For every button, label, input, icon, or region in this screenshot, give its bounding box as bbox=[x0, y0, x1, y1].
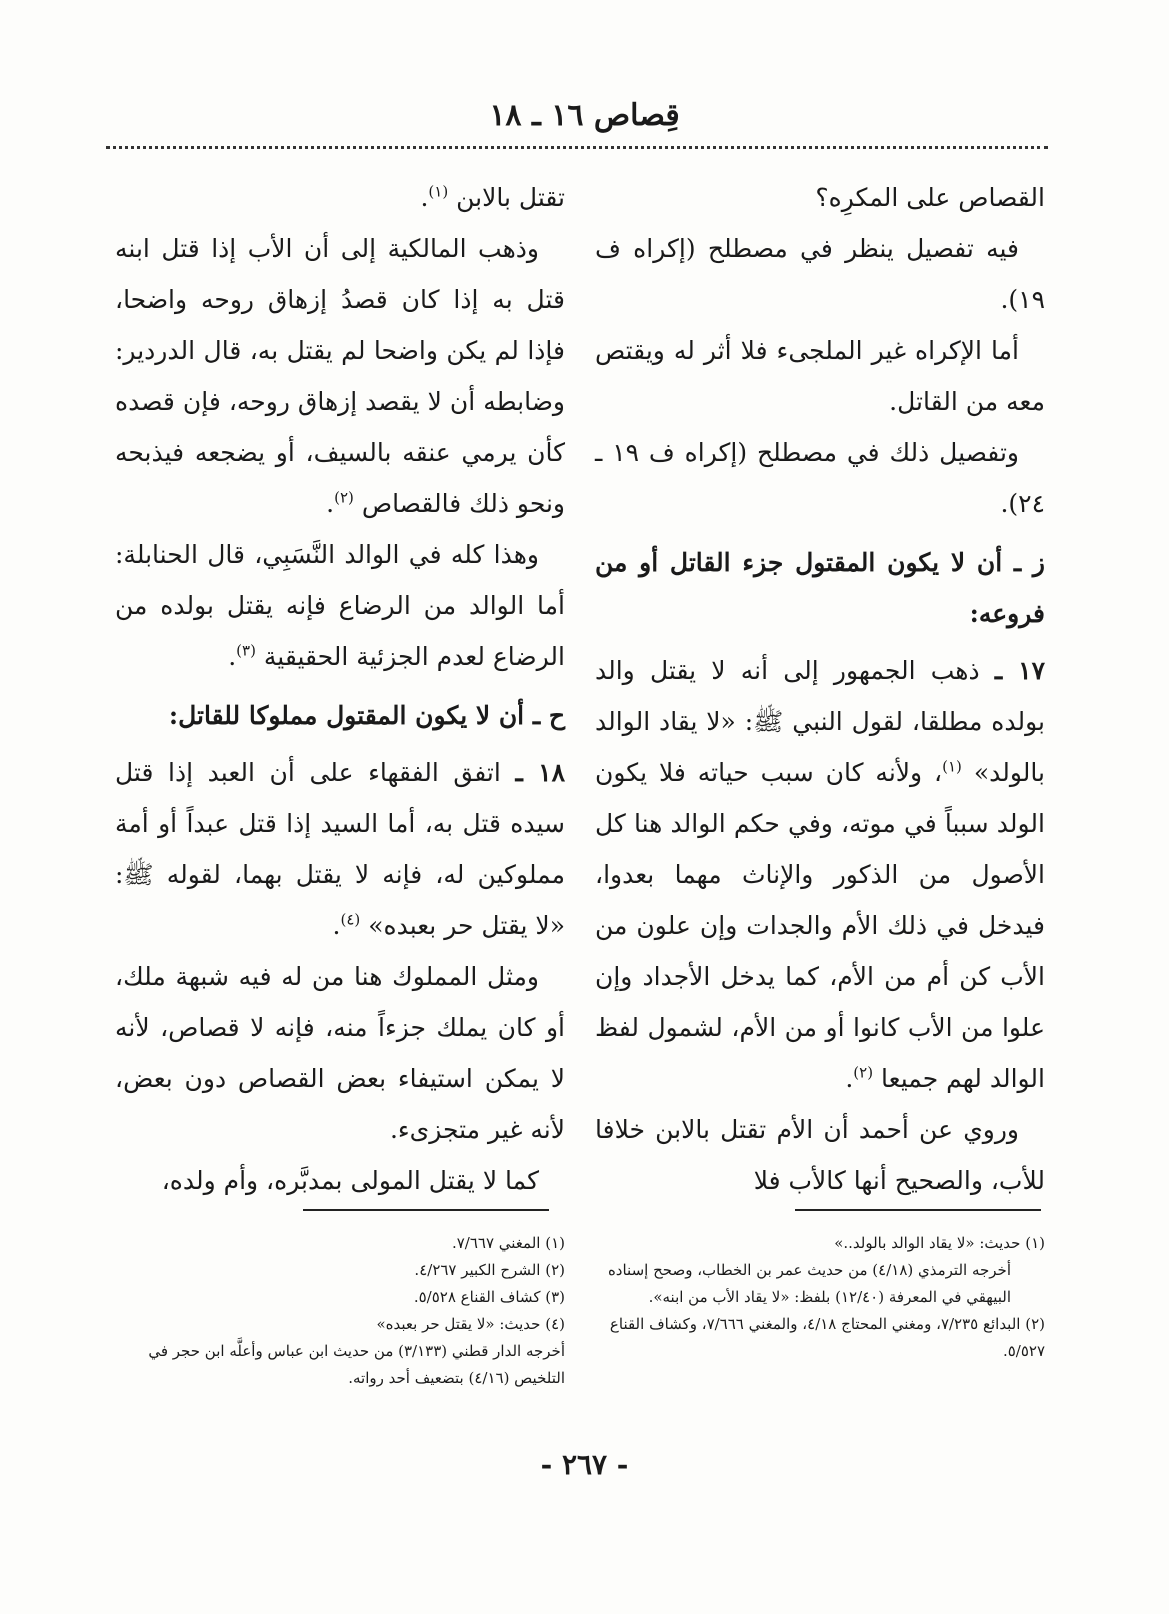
footnote-continuation: أخرجه الترمذي (٤/١٨) من حديث عمر بن الخطاب، وصحح إسناده البيهقي في المعرفة (١٢/٤٠) بلفظ: «لا يقاد الأب من ابنه». bbox=[607, 1261, 1011, 1306]
paragraph-text: ذهب الجمهور إلى أنه لا يقتل والد بولده مطلقا، لقول النبي ﷺ: «لا يقاد الوالد بالولد» bbox=[595, 656, 1045, 787]
page-title: قِصاص ١٦ ـ ١٨ bbox=[489, 98, 680, 133]
paragraph-text: اتفق الفقهاء على أن العبد إذا قتل سيده قتل به، أما السيد إذا قتل عبداً أو أمة مملوكين له، فإنه لا يقتل بهما، لقوله ﷺ: «لا يقتل حر بعبده» bbox=[115, 758, 565, 940]
paragraph-text: . bbox=[326, 489, 335, 518]
paragraph-text: . bbox=[228, 642, 237, 671]
footnote-ref: (٤) bbox=[340, 910, 361, 929]
footnote-ref: (٢) bbox=[853, 1063, 874, 1082]
paragraph: وروي عن أحمد أن الأم تقتل بالابن خلافا للأب، والصحيح أنها كالأب فلا bbox=[595, 1115, 1045, 1195]
page-number: - ٢٦٧ - bbox=[540, 1448, 629, 1481]
footnote-continuation: أخرجه الدار قطني (٣/١٣٣) من حديث ابن عباس وأعلَّه ابن حجر في التلخيص (٤/١٦) بتضعيف أحد رواته. bbox=[148, 1342, 565, 1387]
paragraph: وتفصيل ذلك في مصطلح (إكراه ف ١٩ ـ ٢٤). bbox=[595, 438, 1045, 518]
paragraph-text: . bbox=[845, 1064, 854, 1093]
footnote-divider bbox=[795, 1209, 1041, 1211]
paragraph: أما الإكراه غير الملجىء فلا أثر له ويقتص معه من القاتل. bbox=[595, 336, 1045, 416]
footnote-ref: (١) bbox=[428, 182, 449, 201]
paragraph-text: . bbox=[332, 911, 341, 940]
paragraph-number: ١٨ ـ bbox=[515, 758, 565, 787]
footnote: (٤) حديث: «لا يقتل حر بعبده» bbox=[376, 1315, 565, 1333]
footnote: (٣) كشاف القناع ٥/٥٢٨. bbox=[413, 1288, 565, 1306]
paragraph: ومثل المملوك هنا من له فيه شبهة ملك، أو كان يملك جزءاً منه، فإنه لا قصاص، لأنه لا يمكن استيفاء بعض القصاص دون بعض، لأنه غير متجزىء. bbox=[115, 962, 565, 1144]
footnote-ref: (١) bbox=[942, 757, 962, 776]
footnote: (٢) البدائع ٧/٢٣٥، ومغني المحتاج ٤/١٨، والمغني ٧/٦٦٦، وكشاف القناع ٥/٥٢٧. bbox=[609, 1315, 1045, 1360]
paragraph bbox=[115, 529, 565, 682]
footnote: (١) المغني ٧/٦٦٧. bbox=[451, 1234, 565, 1252]
paragraph-18 bbox=[115, 747, 565, 951]
footnote-divider bbox=[303, 1209, 549, 1211]
paragraph: كما لا يقتل المولى بمدبَّره، وأم ولده، bbox=[161, 1166, 539, 1195]
footnote: (٢) الشرح الكبير ٤/٢٦٧. bbox=[414, 1261, 565, 1279]
paragraph-text: تقتل بالابن bbox=[456, 183, 565, 212]
title-divider bbox=[106, 146, 1048, 149]
paragraph-question: القصاص على المكرِه؟ bbox=[815, 183, 1045, 212]
footnotes-left bbox=[115, 1230, 565, 1392]
footnote-ref: (٣) bbox=[236, 641, 256, 660]
section-heading-h: ح ـ أن لا يكون المقتول مملوكا للقاتل: bbox=[168, 701, 565, 730]
footnote-ref: (٢) bbox=[334, 488, 354, 507]
footnotes-right bbox=[595, 1230, 1045, 1365]
paragraph-17 bbox=[595, 645, 1045, 1104]
paragraph-text: وهذا كله في الوالد النَّسَبِي، قال الحنابلة: أما الوالد من الرضاع فإنه يقتل بولده من الرضاع لعدم الجزئية الحقيقية bbox=[115, 540, 565, 671]
paragraph-text: وذهب المالكية إلى أن الأب إذا قتل ابنه قتل به إذا كان قصدُ إزهاق روحه واضحا، فإذا لم يكن واضحا لم يقتل به، قال الدردير: وضابطه أن لا يقصد إزهاق روحه، فإن قصده كأن يرمي عنقه بالسيف، أو يضجعه فيذبحه ونحو ذلك فالقصاص bbox=[115, 234, 565, 518]
paragraph bbox=[115, 172, 565, 223]
footnote: (١) حديث: «لا يقاد الوالد بالولد..» bbox=[834, 1234, 1045, 1252]
paragraph: فيه تفصيل ينظر في مصطلح (إكراه ف ١٩). bbox=[595, 234, 1045, 314]
left-column bbox=[115, 172, 565, 1206]
paragraph-number: ١٧ ـ bbox=[994, 656, 1045, 685]
right-column bbox=[595, 172, 1045, 1206]
paragraph-text: ، ولأنه كان سبب حياته فلا يكون الولد سبباً في موته، وفي حكم الوالد هنا كل الأصول من الذكور والإناث مهما بعدوا، فيدخل في ذلك الأم والجدات وإن علون من الأب كن أم من الأم، كما يدخل الأجداد وإن علوا من الأب كانوا أو من الأم، لشمول لفظ الوالد لهم جميعا bbox=[595, 758, 1045, 1093]
paragraph bbox=[115, 223, 565, 529]
section-heading-z: ز ـ أن لا يكون المقتول جزء القاتل أو من فروعه: bbox=[595, 548, 1045, 628]
paragraph-text: . bbox=[420, 183, 429, 212]
